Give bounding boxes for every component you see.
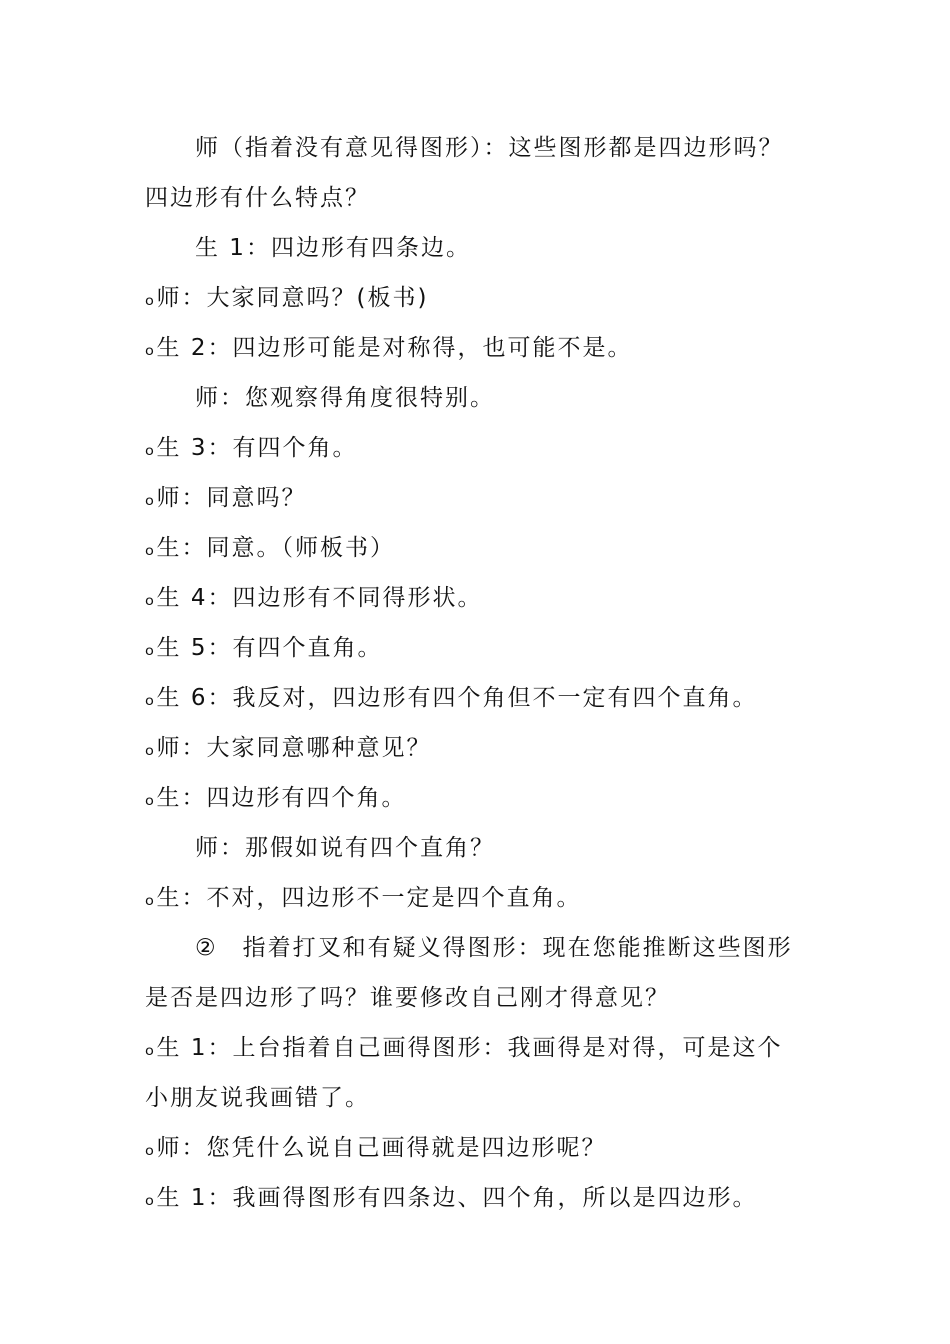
text-line-1: 师（指着没有意见得图形）：这些图形都是四边形吗？ [145,135,784,161]
text-line-16: ₒ生：不对，四边形不一定是四个直角。 [145,885,582,911]
text-line-2: 四边形有什么特点？ [145,185,370,211]
text-line-3: 生 1：四边形有四条边。 [145,235,471,261]
text-line-20: 小朋友说我画错了。 [145,1085,370,1111]
text-line-9: ₒ生：同意。（师板书） [145,535,396,561]
text-line-10: ₒ生 4：四边形有不同得形状。 [145,585,483,611]
text-line-4: ₒ师：大家同意吗？(板书) [145,285,429,311]
text-line-12: ₒ生 6：我反对，四边形有四个角但不一定有四个直角。 [145,685,758,711]
text-line-21: ₒ师：您凭什么说自己画得就是四边形呢？ [145,1135,607,1161]
text-line-14: ₒ生：四边形有四个角。 [145,785,407,811]
text-line-6: 师：您观察得角度很特别。 [145,385,495,411]
text-line-15: 师：那假如说有四个直角？ [145,835,495,861]
text-line-19: ₒ生 1：上台指着自己画得图形：我画得是对得，可是这个 [145,1035,783,1061]
text-line-11: ₒ生 5：有四个直角。 [145,635,383,661]
text-line-5: ₒ生 2：四边形可能是对称得，也可能不是。 [145,335,633,361]
text-line-18: 是否是四边形了吗？谁要修改自己刚才得意见？ [145,985,670,1011]
text-line-8: ₒ师：同意吗？ [145,485,307,511]
text-line-22: ₒ生 1：我画得图形有四条边、四个角，所以是四边形。 [145,1185,758,1211]
text-line-13: ₒ师：大家同意哪种意见？ [145,735,432,761]
text-line-17: ② 指着打叉和有疑义得图形：现在您能推断这些图形 [145,935,793,961]
text-line-7: ₒ生 3：有四个角。 [145,435,358,461]
